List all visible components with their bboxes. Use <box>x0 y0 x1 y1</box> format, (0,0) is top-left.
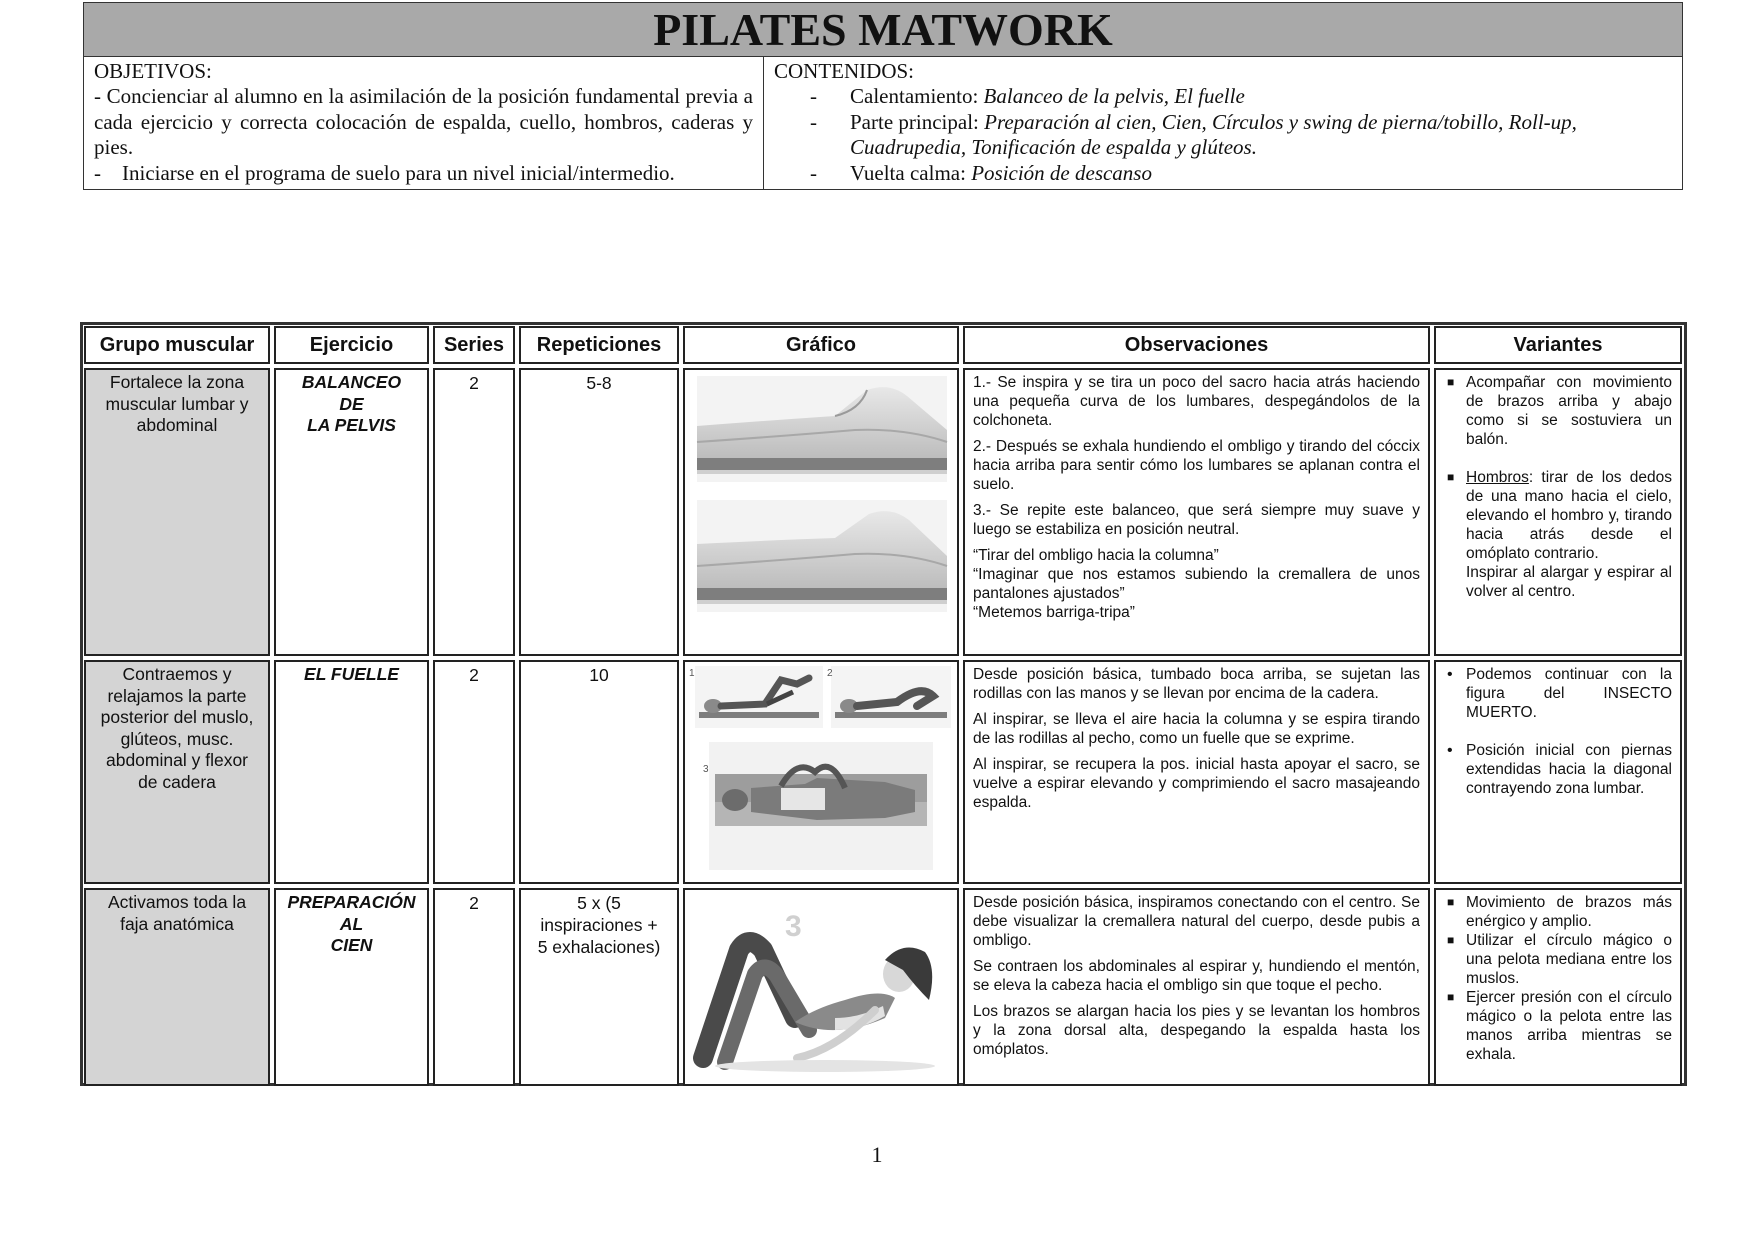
row2-series: 2 <box>433 660 515 884</box>
contenidos-value: Posición de descanso <box>971 160 1152 185</box>
page-number: 1 <box>871 1142 883 1167</box>
contenidos-dash: - <box>810 84 817 108</box>
objectives-contents-row <box>84 57 1682 189</box>
row1-variant-item <box>1444 373 1672 449</box>
row2-obs-paragraph: Al inspirar, se lleva el aire hacia la columna y se espira tirando de las rodillas al pecho, como un fuelle que se exprime. <box>973 711 1420 747</box>
row3-repeticiones: 5 x (5 inspiraciones + 5 exhalaciones) <box>519 888 679 1086</box>
row1-obs-paragraph: 2.- Después se exhala hundiendo el ombligo y tirando del cóccix hacia arriba para sentir cómo los lumbares se aplanan contra el suelo. <box>973 438 1420 493</box>
row1-variant-text: Acompañar con movimiento de brazos arriba y abajo como si se sostuviera un balón. <box>1466 374 1672 448</box>
exercise-table <box>80 322 1687 1086</box>
row1-variant-continuation <box>1444 563 1672 601</box>
contenidos-label: Parte principal: <box>850 109 985 134</box>
row1-variant-item <box>1444 468 1672 563</box>
contenidos-item <box>774 84 1672 110</box>
row1-obs-quote: “Imaginar que nos estamos subiendo la cremallera de unos pantalones ajustados” <box>973 566 1420 602</box>
row2-variant-text: Podemos continuar con la figura del INSECTO MUERTO. <box>1466 666 1672 721</box>
row2-obs-paragraph: Desde posición básica, tumbado boca arriba, se sujetan las rodillas con las manos y se llevan por encima de la cadera. <box>973 666 1420 702</box>
header-variantes: Variantes <box>1434 326 1682 364</box>
objetivos-item-2-dash: - <box>94 160 101 185</box>
row3-variant-text: Utilizar el círculo mágico o una pelota mediana entre los muslos. <box>1466 932 1672 987</box>
figure-label-3: 3 <box>785 910 802 943</box>
row3-grupo-muscular: Activamos toda la faja anatómica <box>84 888 270 1086</box>
objetivos-item-1: - Concienciar al alumno en la asimilación de la posición fundamental previa a cada ejercicio y correcta colocación de espalda, cuello, hombros, caderas y pies. <box>94 84 753 159</box>
header-series: Series <box>433 326 515 364</box>
page-title: PILATES MATWORK <box>84 3 1682 57</box>
square-bullet-icon: ■ <box>1447 470 1455 484</box>
row3-obs-paragraph: Desde posición básica, inspiramos conectando con el centro. Se debe visualizar la cremallera natural del cuerpo, desde pubis a ombligo. <box>973 894 1420 949</box>
header-grupo-muscular: Grupo muscular <box>84 326 270 364</box>
contenidos-value: Balanceo de la pelvis, El fuelle <box>983 84 1245 108</box>
objetivos-section <box>84 57 764 189</box>
row3-variant-item <box>1444 931 1672 988</box>
contenidos-heading: CONTENIDOS: <box>774 59 914 83</box>
row2-variantes <box>1434 660 1682 884</box>
row3-obs-paragraph: Se contraen los abdominales al espirar y, hundiendo el mentón, se eleva la cabeza hacia el ombligo sin que toque el pecho. <box>973 958 1420 994</box>
header-observaciones: Observaciones <box>963 326 1430 364</box>
row1-variant-text: : tirar de los dedos de una mano hacia el cielo, elevando el hombro y, tirando hacia atrás desde el omóplato contrario. <box>1466 469 1672 562</box>
header-grafico: Gráfico <box>683 326 959 364</box>
contenidos-dash: - <box>810 160 817 185</box>
row1-observaciones <box>963 368 1430 656</box>
row3-series: 2 <box>433 888 515 1086</box>
row2-obs-paragraph: Al inspirar, se recupera la pos. inicial hasta apoyar el sacro, se vuelve a espirar elevando y comprimiendo el sacro masajeando espalda. <box>973 756 1420 811</box>
contenidos-value: Preparación al cien, Cien, Círculos y swing de pierna/tobillo, Roll-up, Cuadrupedia, Tonificación de espalda y glúteos. <box>850 109 1577 159</box>
row1-obs-quote: “Tirar del ombligo hacia la columna” <box>973 547 1219 564</box>
figure-label-3: 3 <box>703 764 709 775</box>
hundred-prep-illustration <box>685 890 957 1084</box>
row1-grupo-muscular: Fortalece la zona muscular lumbar y abdominal <box>84 368 270 656</box>
row3-variant-item <box>1444 988 1672 1064</box>
row3-variant-text: Movimiento de brazos más enérgico y amplio. <box>1466 894 1672 930</box>
round-bullet-icon: • <box>1447 742 1453 759</box>
row3-ejercicio: PREPARACIÓN AL CIEN <box>274 888 429 1086</box>
row1-obs-paragraph: 1.- Se inspira y se tira un poco del sacro hacia atrás haciendo una pequeña curva de los lumbares, despegándolos de la colchoneta. <box>973 374 1420 429</box>
figure-label-2: 2 <box>827 668 833 679</box>
row3-grafico <box>683 888 959 1086</box>
contenidos-item <box>774 110 1672 161</box>
header-block <box>83 2 1683 190</box>
contenidos-dash: - <box>810 109 817 134</box>
header-ejercicio: Ejercicio <box>274 326 429 364</box>
row1-variant-text: Inspirar al alargar y espirar al volver al centro. <box>1466 564 1672 600</box>
pelvic-tilt-illustration <box>685 370 957 654</box>
header-repeticiones: Repeticiones <box>519 326 679 364</box>
objetivos-item-2 <box>94 161 753 187</box>
bellows-illustration <box>685 662 957 882</box>
row1-ejercicio: BALANCEO DE LA PELVIS <box>274 368 429 656</box>
square-bullet-icon: ■ <box>1447 375 1455 389</box>
objetivos-heading: OBJETIVOS: <box>94 59 212 83</box>
round-bullet-icon: • <box>1447 666 1453 683</box>
row2-observaciones <box>963 660 1430 884</box>
contenidos-item <box>774 161 1672 187</box>
square-bullet-icon: ■ <box>1447 990 1455 1004</box>
row3-variantes <box>1434 888 1682 1086</box>
contenidos-section <box>764 57 1682 189</box>
row3-obs-paragraph: Los brazos se alargan hacia los pies y se levantan los hombros y la zona dorsal alta, despegando la espalda hasta los omóplatos. <box>973 1003 1420 1058</box>
row3-observaciones <box>963 888 1430 1086</box>
row2-variant-text: Posición inicial con piernas extendidas hacia la diagonal contrayendo zona lumbar. <box>1466 742 1672 797</box>
row1-variant-underlined: Hombros <box>1466 469 1529 486</box>
row2-grafico <box>683 660 959 884</box>
figure-label-1: 1 <box>689 668 695 679</box>
row3-variant-text: Ejercer presión con el círculo mágico o la pelota entre las manos arriba mientras se exhala. <box>1466 989 1672 1063</box>
row2-variant-item <box>1444 665 1672 722</box>
row1-series: 2 <box>433 368 515 656</box>
objetivos-item-2-text: Iniciarse en el programa de suelo para un nivel inicial/intermedio. <box>122 160 675 185</box>
row3-variant-item <box>1444 893 1672 931</box>
row1-obs-quote: “Metemos barriga-tripa” <box>973 604 1135 621</box>
row2-variant-item <box>1444 741 1672 798</box>
row2-grupo-muscular: Contraemos y relajamos la parte posterior del muslo, glúteos, musc. abdominal y flexor de cadera <box>84 660 270 884</box>
row2-repeticiones: 10 <box>519 660 679 884</box>
row1-variantes <box>1434 368 1682 656</box>
contenidos-label: Calentamiento: <box>850 84 984 108</box>
row1-repeticiones: 5-8 <box>519 368 679 656</box>
square-bullet-icon: ■ <box>1447 895 1455 909</box>
square-bullet-icon: ■ <box>1447 933 1455 947</box>
row1-obs-paragraph: 3.- Se repite este balanceo, que será siempre muy suave y luego se estabiliza en posición neutral. <box>973 502 1420 538</box>
contenidos-label: Vuelta calma: <box>850 160 972 185</box>
row1-grafico <box>683 368 959 656</box>
row2-ejercicio: EL FUELLE <box>274 660 429 884</box>
